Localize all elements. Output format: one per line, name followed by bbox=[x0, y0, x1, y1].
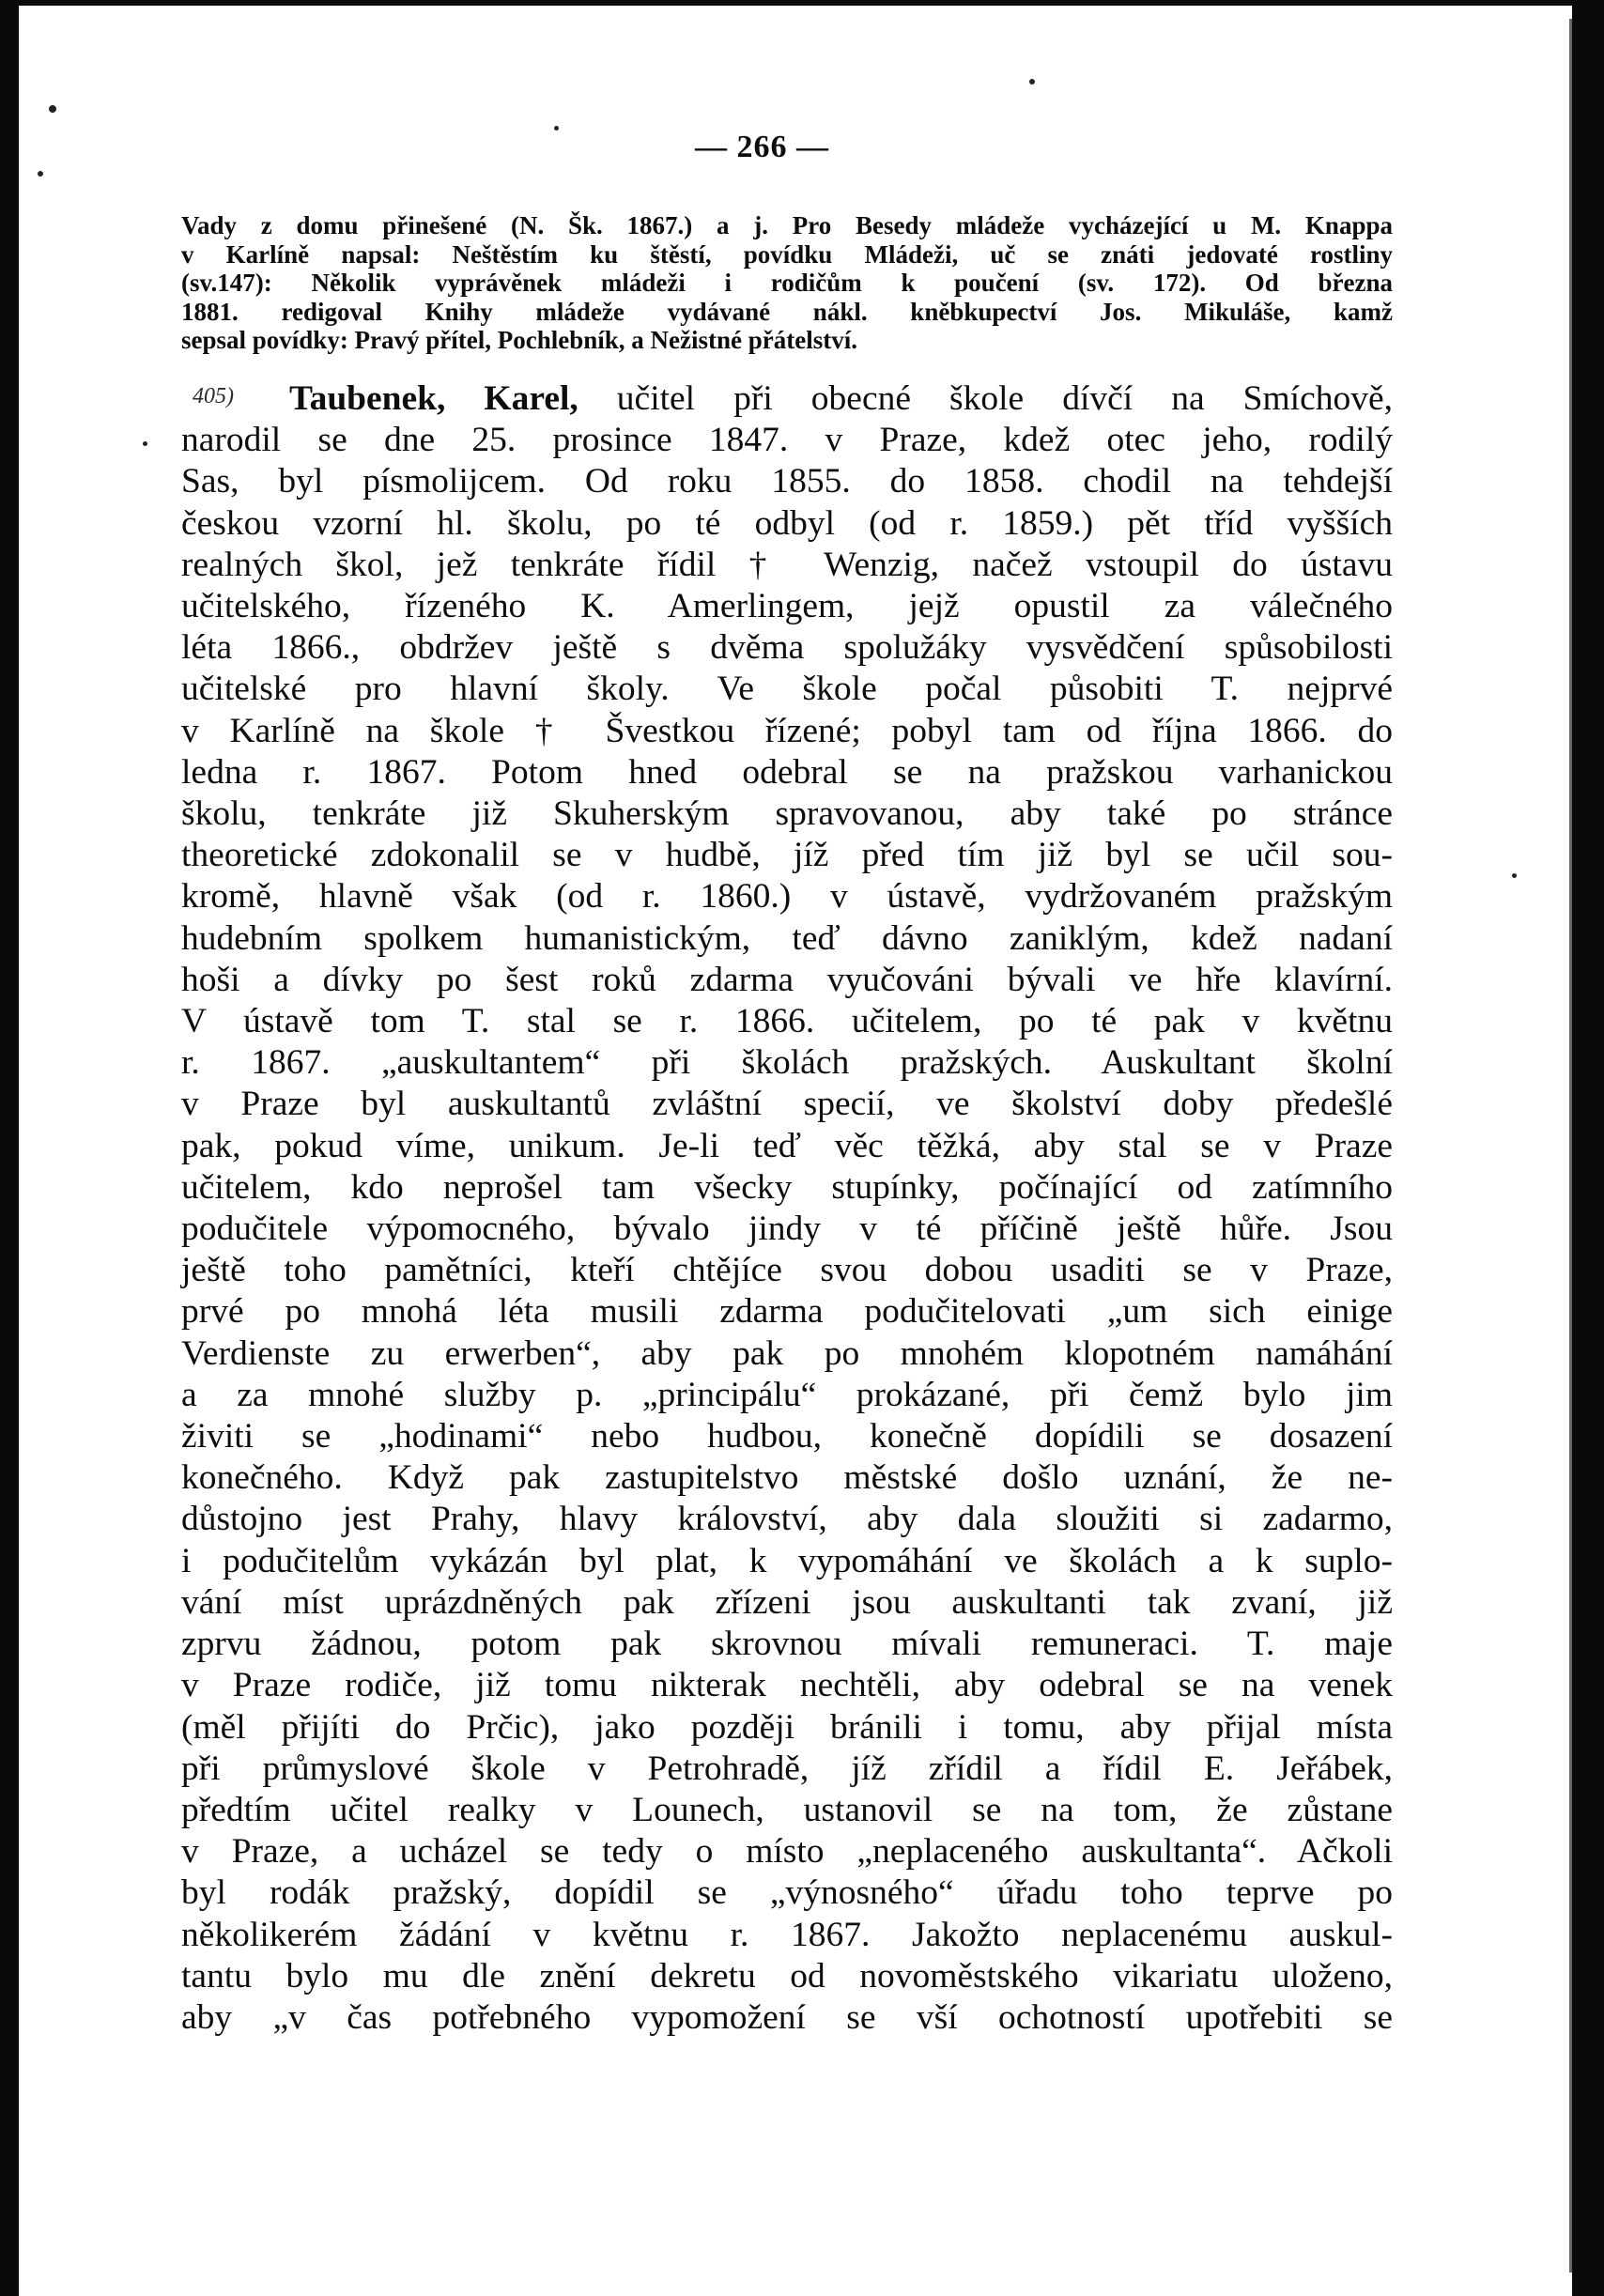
text-line: léta 1866., obdržev ještě s dvěma spolužáky vysvědčení spůsobilosti bbox=[181, 628, 1393, 668]
scan-edge-right-inner bbox=[1569, 19, 1572, 2273]
text-line: živiti se „hodinami“ nebo hudbou, konečně dopídili se dosazení bbox=[181, 1417, 1393, 1456]
text-line: v Karlíně napsal: Neštěstím ku štěstí, povídku Mládeži, uč se znáti jedovaté rostliny bbox=[181, 239, 1393, 269]
text-line: ještě toho pamětníci, kteří chtějíce svou dobou usaditi se v Praze, bbox=[181, 1251, 1393, 1290]
text-line: učitelem, kdo neprošel tam všecky stupínky, počínající od zatímního bbox=[181, 1167, 1393, 1207]
text-line: pak, pokud víme, unikum. Je-li teď věc těžká, aby stal se v Praze bbox=[181, 1126, 1393, 1165]
text-line: V ústavě tom T. stal se r. 1866. učitelem, po té pak v květnu bbox=[181, 1002, 1393, 1041]
text-line: theoretické zdokonalil se v hudbě, jíž před tím již byl se učil sou- bbox=[181, 836, 1393, 875]
entry-head: Taubenek, Karel, bbox=[289, 379, 578, 418]
scan-speck bbox=[49, 105, 56, 113]
text-line: aby „v čas potřebného vypomožení se vší ochotností upotřebiti se bbox=[181, 1997, 1393, 2037]
text-line: Vady z domu přinešené (N. Šk. 1867.) a j. Pro Besedy mládeže vycházející u M. Knappa bbox=[181, 211, 1393, 239]
text-line: Sas, byl písmolijcem. Od roku 1855. do 1858. chodil na tehdejší bbox=[181, 462, 1393, 501]
text-line: školu, tenkráte již Skuherským spravovanou, aby také po stránce bbox=[181, 794, 1393, 834]
text-line: realných škol, jež tenkráte řídil † Wenzig, načež vstoupil do ústavu bbox=[181, 545, 1393, 584]
scan-edge-left bbox=[0, 0, 19, 2296]
text-line: 1881. redigoval Knihy mládeže vydávané nákl. kněbkupectví Jos. Mikuláše, kamž bbox=[181, 297, 1393, 326]
scan-speck bbox=[38, 171, 43, 177]
text-line: sepsal povídky: Pravý přítel, Pochlebník, a Nežistné přátelství. bbox=[181, 326, 857, 355]
text-line: v Praze rodiče, již tomu nikterak nechtěli, aby odebral se na venek bbox=[181, 1666, 1393, 1705]
text-line: podučitele výpomocného, bývalo jindy v té příčině ještě hůře. Jsou bbox=[181, 1210, 1393, 1249]
text-line: (sv.147): Několik vyprávěnek mládeži i rodičům k poučení (sv. 172). Od března bbox=[181, 269, 1393, 298]
text-line: předtím učitel realky v Lounech, ustanovil se na tom, že zůstane bbox=[181, 1790, 1393, 1829]
page-number: — 266 — bbox=[695, 130, 829, 164]
entry-first-line bbox=[181, 378, 1393, 420]
text-line: učitelského, řízeného K. Amerlingem, jejž opustil za válečného bbox=[181, 587, 1393, 626]
text-line: v Praze, a ucházel se tedy o místo „neplaceného auskultanta“. Ačkoli bbox=[181, 1832, 1393, 1872]
text-line: Verdienste zu erwerben“, aby pak po mnohém klopotném namáhání bbox=[181, 1333, 1393, 1373]
text-line: vání míst uprázdněných pak zřízeni jsou auskultanti tak zvaní, již bbox=[181, 1582, 1393, 1622]
text-line: v Praze byl auskultantů zvláštní specií, ve školství doby předešlé bbox=[181, 1085, 1393, 1124]
text-line: zprvu žádnou, potom pak skrovnou mívali remuneraci. T. maje bbox=[181, 1625, 1393, 1664]
text-line: konečného. Když pak zastupitelstvo městské došlo uznání, že ne- bbox=[181, 1458, 1393, 1498]
text-line: narodil se dne 25. prosince 1847. v Praze, kdež otec jeho, rodilý bbox=[181, 421, 1393, 460]
entry-number-annotation: 405) bbox=[193, 384, 234, 408]
text-line: hoši a dívky po šest roků zdarma vyučováni bývali ve hře klavírní. bbox=[181, 960, 1393, 999]
text-line: v Karlíně na škole † Švestkou řízené; pobyl tam od října 1866. do bbox=[181, 711, 1393, 750]
scan-speck bbox=[1029, 79, 1035, 85]
scan-edge-right bbox=[1572, 0, 1604, 2296]
text-line: i podučitelům vykázán byl plat, k vypomáhání ve školách a k suplo- bbox=[181, 1541, 1393, 1580]
text-line: ledna r. 1867. Potom hned odebral se na pražskou varhanickou bbox=[181, 752, 1393, 792]
text-line: a za mnohé služby p. „principálu“ prokázané, při čemž bylo jim bbox=[181, 1375, 1393, 1414]
text-line: při průmyslové škole v Petrohradě, jíž zřídil a řídil E. Jeřábek, bbox=[181, 1749, 1393, 1788]
scan-speck bbox=[1512, 873, 1517, 878]
text-line: kromě, hlavně však (od r. 1860.) v ústavě, vydržovaném pražským bbox=[181, 877, 1393, 917]
biography-entry bbox=[181, 378, 1393, 2039]
text-line: tantu bylo mu dle znění dekretu od novoměstského vikariatu uloženo, bbox=[181, 1956, 1393, 1996]
preceding-entry-text bbox=[181, 211, 1393, 355]
scan-speck bbox=[554, 126, 559, 131]
text-line: (měl přijíti do Prčic), jako později bránili i tomu, aby přijal místa bbox=[181, 1707, 1393, 1747]
text-line: českou vzorní hl. školu, po té odbyl (od r. 1859.) pět tříd vyšších bbox=[181, 503, 1393, 543]
entry-first-line-rest: učitel při obecné škole dívčí na Smíchově, bbox=[616, 379, 1393, 418]
text-line: důstojno jest Prahy, hlavy království, aby dala sloužiti si zadarmo, bbox=[181, 1500, 1393, 1539]
text-line: učitelské pro hlavní školy. Ve škole počal působiti T. nejprvé bbox=[181, 670, 1393, 709]
text-line: byl rodák pražský, dopídil se „výnosného“ úřadu toho teprve po bbox=[181, 1873, 1393, 1913]
text-line: prvé po mnohá léta musili zdarma podučitelovati „um sich einige bbox=[181, 1292, 1393, 1332]
scan-speck bbox=[143, 441, 147, 446]
text-line: r. 1867. „auskultantem“ při školách pražských. Auskultant školní bbox=[181, 1043, 1393, 1083]
text-line: několikerém žádání v květnu r. 1867. Jakožto neplacenému auskul- bbox=[181, 1915, 1393, 1954]
scan-edge-top bbox=[0, 0, 1604, 6]
text-line: hudebním spolkem humanistickým, teď dávno zaniklým, kdež nadaní bbox=[181, 918, 1393, 958]
